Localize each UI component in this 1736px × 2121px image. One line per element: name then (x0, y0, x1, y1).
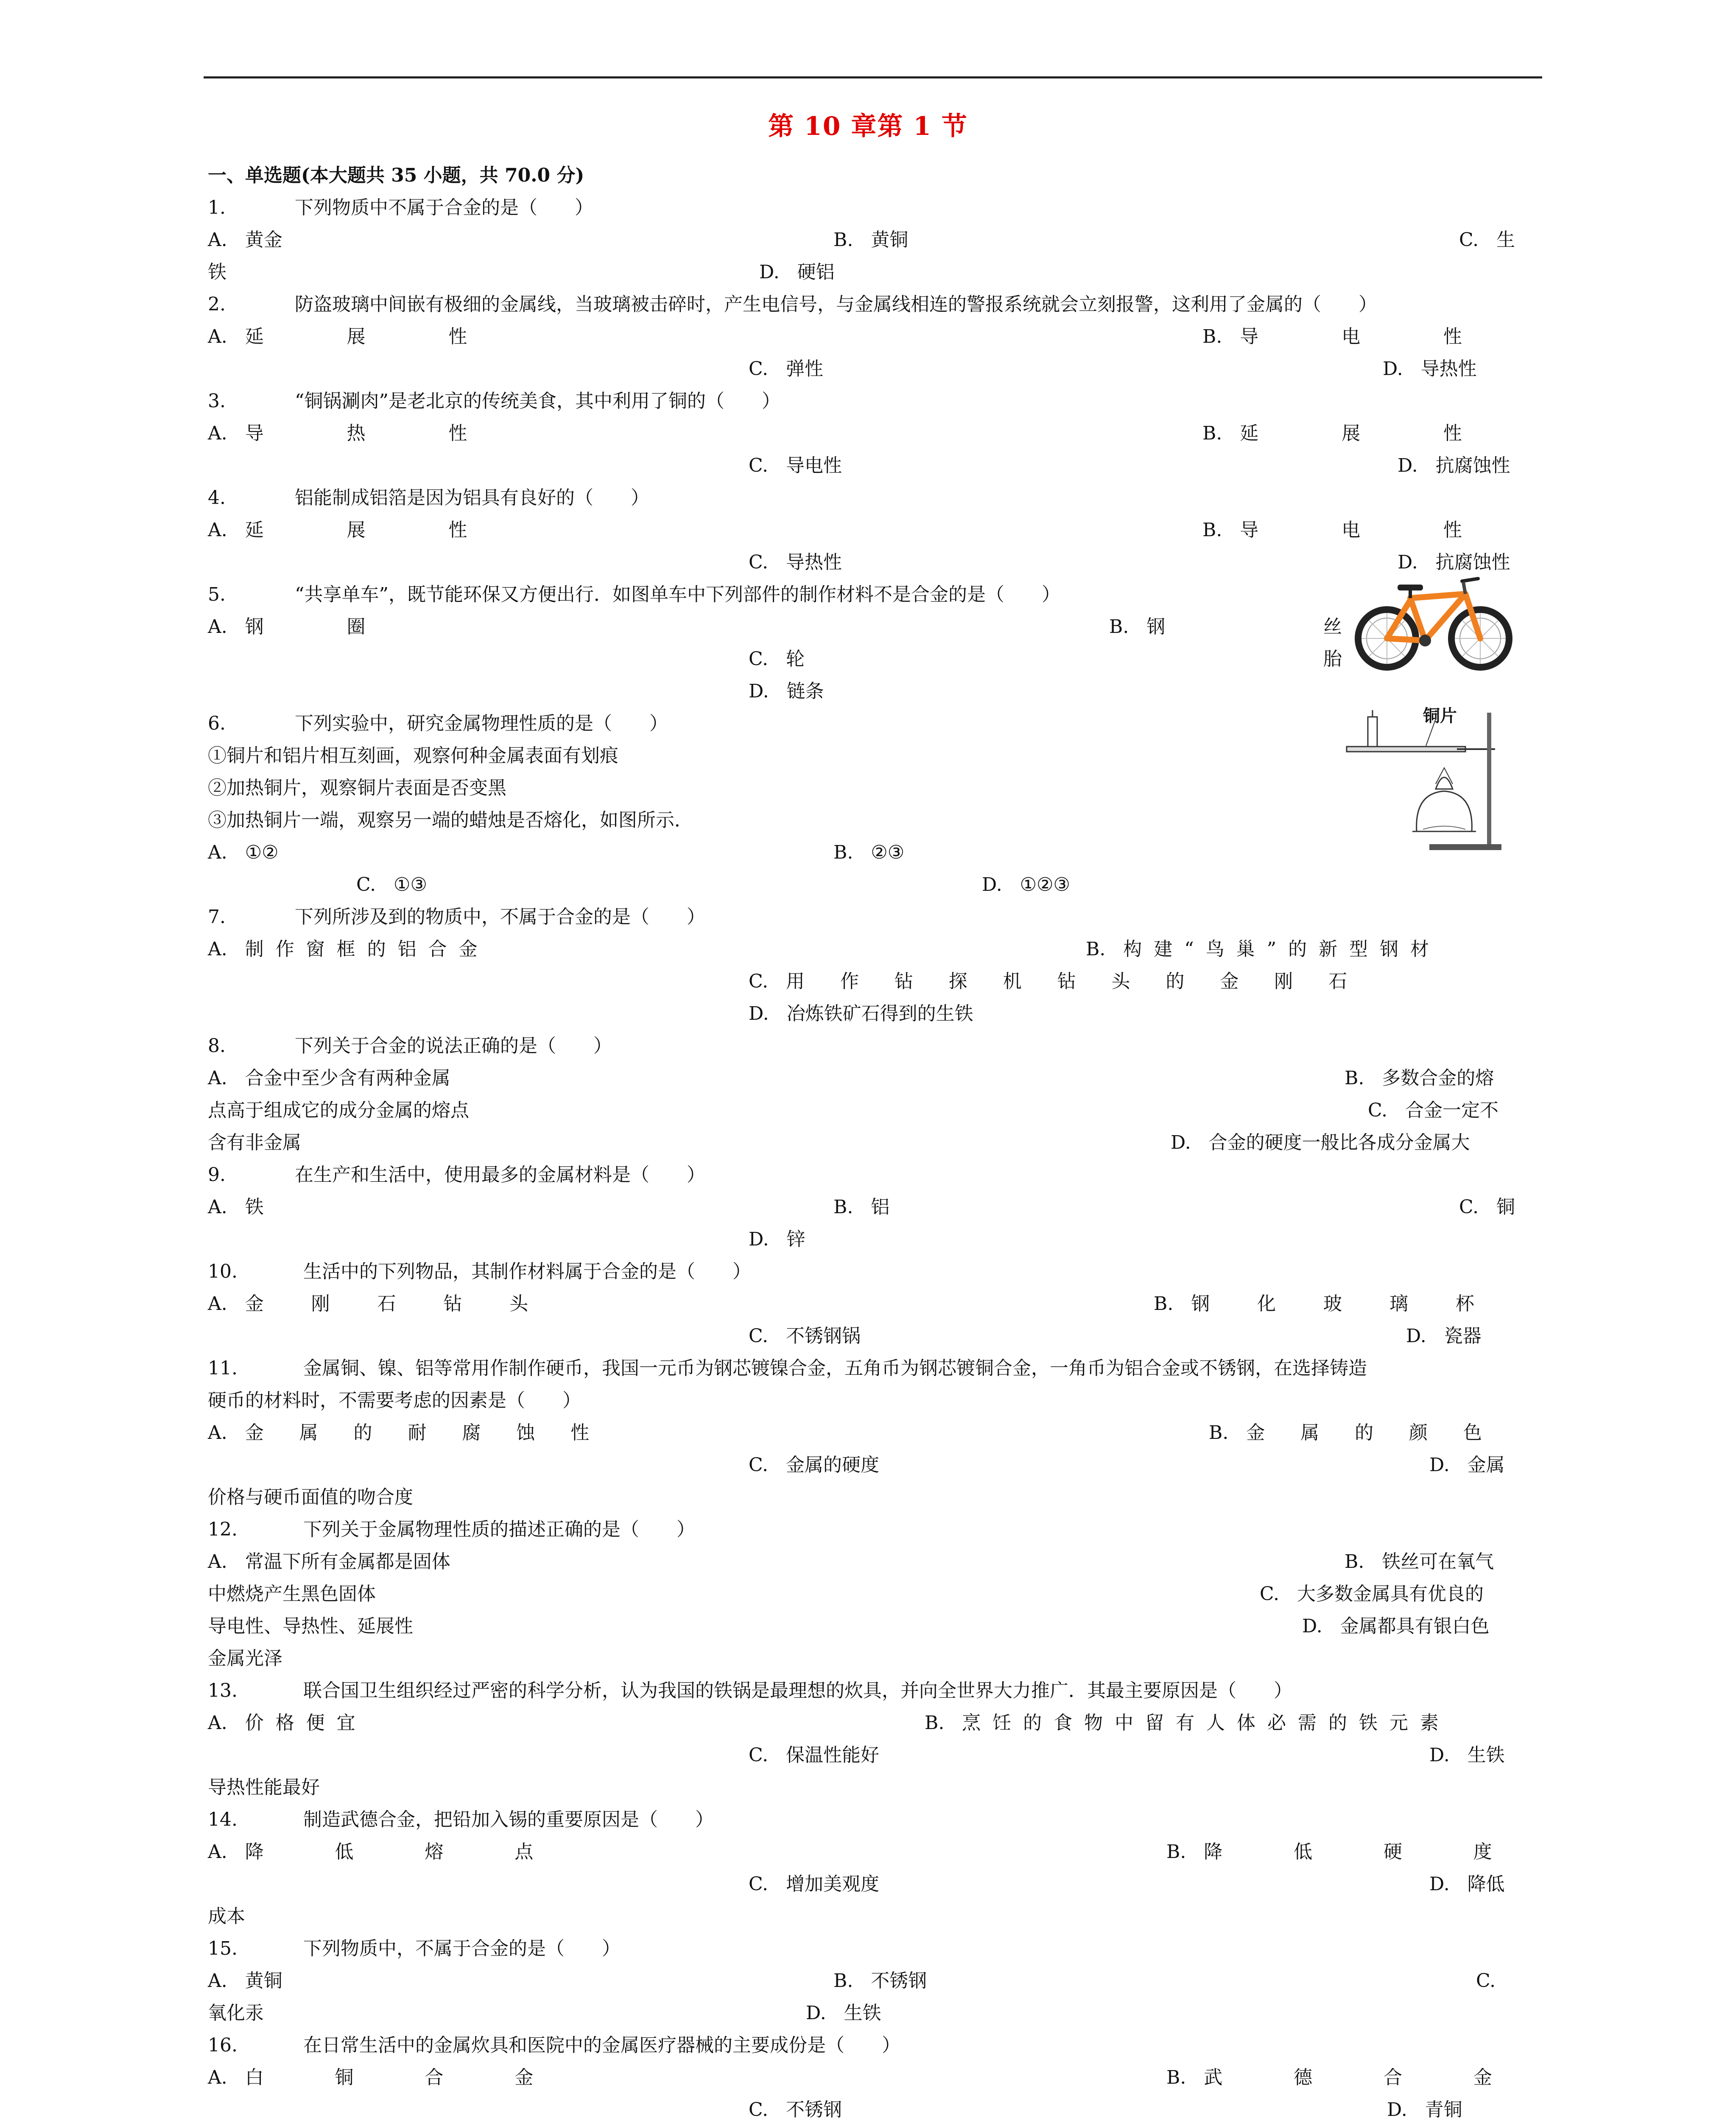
q7-stem: 下列所涉及到的物质中，不属于合金的是（ ） (295, 906, 705, 928)
q15-stem: 下列物质中，不属于合金的是（ ） (303, 1938, 621, 1959)
q12-option-d-cont: 金属光泽 (208, 1648, 282, 1669)
q16-number: 16. (208, 2034, 238, 2056)
page-title: 第 10 章第 1 节 (768, 112, 968, 141)
q6-option-c: C. ①③ (356, 874, 427, 895)
q14-option-d: D. 降低 (1429, 1873, 1505, 1895)
q16-option-c: C. 不锈钢 (749, 2099, 842, 2121)
q8-option-b: B. 多数合金的熔 (1345, 1067, 1494, 1089)
q10-stem: 生活中的下列物品，其制作材料属于合金的是（ ） (303, 1261, 751, 1282)
q11-option-b: B. 金 属 的 颜 色 (1209, 1422, 1482, 1444)
q3-option-d: D. 抗腐蚀性 (1398, 455, 1510, 476)
q1-number: 1. (208, 197, 226, 218)
q5-stem: “共享单车”，既节能环保又方便出行．如图单车中下列部件的制作材料不是合金的是（ ） (295, 584, 1060, 605)
q14-option-b: B. 降 低 硬 度 (1166, 1841, 1492, 1863)
q1-option-d: D. 硬铝 (759, 261, 835, 283)
q13-option-c: C. 保温性能好 (749, 1744, 880, 1766)
q6-option-d: D. ①②③ (982, 874, 1070, 895)
q9-number: 9. (208, 1164, 226, 1186)
q1-option-c-cont: 铁 (208, 261, 226, 283)
top-rule (204, 76, 1542, 78)
q15-option-c: C. (1476, 1970, 1496, 1992)
q10-option-d: D. 瓷器 (1406, 1325, 1482, 1347)
q4-option-a: A. 延 展 性 (208, 519, 467, 541)
q12-option-c: C. 大多数金属具有优良的 (1260, 1583, 1484, 1605)
q4-option-d: D. 抗腐蚀性 (1398, 551, 1510, 573)
q6-option-b: B. ②③ (833, 842, 905, 863)
q12-option-c-cont: 导电性、导热性、延展性 (208, 1615, 413, 1637)
q11-number: 11. (208, 1357, 238, 1379)
q11-option-a: A. 金 属 的 耐 腐 蚀 性 (208, 1422, 590, 1444)
copper-sheet-label: 铜片 (1423, 706, 1457, 726)
q7-option-a: A. 制 作 窗 框 的 铝 合 金 (208, 938, 478, 960)
q8-option-a: A. 合金中至少含有两种金属 (208, 1067, 450, 1089)
q13-number: 13. (208, 1680, 238, 1701)
q7-number: 7. (208, 906, 226, 928)
q9-stem: 在生产和生活中，使用最多的金属材料是（ ） (295, 1164, 705, 1186)
q14-option-a: A. 降 低 熔 点 (208, 1841, 534, 1863)
q4-option-b: B. 导 电 性 (1202, 519, 1462, 541)
q12-number: 12. (208, 1519, 238, 1540)
q11-stem: 金属铜、镍、铝等常用作制作硬币，我国一元币为钢芯镀镍合金，五角币为钢芯镀铜合金，一角币为铝合金或不锈钢，在选择铸造 (303, 1357, 1367, 1379)
q6-item-1: ①铜片和铝片相互刻画，观察何种金属表面有划痕 (208, 745, 618, 767)
q9-option-b: B. 铝 (833, 1196, 890, 1218)
q5-option-b-2: 丝 (1323, 616, 1342, 638)
q8-option-c: C. 合金一定不 (1368, 1100, 1499, 1121)
q3-option-b: B. 延 展 性 (1202, 423, 1462, 444)
q15-option-b: B. 不锈钢 (833, 1970, 927, 1992)
q13-stem: 联合国卫生组织经过严密的科学分析，认为我国的铁锅是最理想的炊具，并向全世界大力推广．其最主要原因是（ ） (303, 1680, 1292, 1701)
q1-option-c: C. 生 (1459, 229, 1515, 251)
q5-number: 5. (208, 584, 226, 605)
q8-stem: 下列关于合金的说法正确的是（ ） (295, 1035, 612, 1057)
q13-option-d-cont: 导热性能最好 (208, 1777, 320, 1798)
q2-option-b: B. 导 电 性 (1202, 326, 1462, 347)
q6-item-2: ②加热铜片，观察铜片表面是否变黑 (208, 777, 506, 799)
q4-stem: 铝能制成铝箔是因为铝具有良好的（ ） (295, 487, 649, 509)
q9-option-a: A. 铁 (208, 1196, 264, 1218)
q5-option-a: A. 钢 圈 (208, 616, 366, 638)
q3-number: 3. (208, 390, 226, 412)
q5-option-c: C. 轮 (749, 648, 805, 670)
q9-option-c: C. 铜 (1459, 1196, 1515, 1218)
q16-stem: 在日常生活中的金属炊具和医院中的金属医疗器械的主要成份是（ ） (303, 2034, 900, 2056)
q16-option-d: D. 青铜 (1387, 2099, 1462, 2121)
q1-stem: 下列物质中不属于合金的是（ ） (295, 197, 593, 218)
q14-number: 14. (208, 1809, 238, 1830)
q2-option-c: C. 弹性 (749, 358, 824, 380)
q6-stem: 下列实验中，研究金属物理性质的是（ ） (295, 713, 668, 734)
q1-option-a: A. 黄金 (208, 229, 282, 251)
q8-option-c-cont: 含有非金属 (208, 1132, 301, 1153)
q11-stem-cont: 硬币的材料时，不需要考虑的因素是（ ） (208, 1390, 581, 1411)
q10-option-c: C. 不锈钢锅 (749, 1325, 861, 1347)
q10-option-b: B. 钢 化 玻 璃 杯 (1154, 1293, 1474, 1315)
q4-number: 4. (208, 487, 226, 509)
q11-option-d: D. 金属 (1429, 1454, 1505, 1476)
copper-heating-apparatus (1345, 704, 1506, 853)
q13-option-a: A. 价 格 便 宜 (208, 1712, 355, 1734)
q12-option-b: B. 铁丝可在氧气 (1345, 1551, 1494, 1573)
q15-option-d: D. 生铁 (806, 2002, 881, 2024)
q6-number: 6. (208, 713, 226, 734)
q14-stem: 制造武德合金，把铅加入锡的重要原因是（ ） (303, 1809, 714, 1830)
q5-option-b: B. 钢 (1109, 616, 1166, 638)
q15-option-c-cont: 氧化汞 (208, 2002, 264, 2024)
q7-option-c: C. 用 作 钻 探 机 钻 头 的 金 刚 石 (749, 971, 1347, 992)
q8-option-d: D. 合金的硬度一般比各成分金属大 (1171, 1132, 1470, 1153)
q10-option-a: A. 金 刚 石 钻 头 (208, 1293, 528, 1315)
q11-option-d-cont: 价格与硬币面值的吻合度 (208, 1486, 413, 1508)
q14-option-d-cont: 成本 (208, 1906, 245, 1927)
bicycle-illustration (1351, 568, 1516, 679)
q2-option-a: A. 延 展 性 (208, 326, 467, 347)
q14-option-c: C. 增加美观度 (749, 1873, 880, 1895)
q16-option-b: B. 武 德 合 金 (1166, 2067, 1492, 2088)
q5-option-c-2: 胎 (1323, 648, 1342, 670)
q1-option-b: B. 黄铜 (833, 229, 909, 251)
q8-option-b-cont: 点高于组成它的成分金属的熔点 (208, 1100, 469, 1121)
q12-option-d: D. 金属都具有银白色 (1302, 1615, 1490, 1637)
q7-option-b: B. 构 建 “ 鸟 巢 ” 的 新 型 钢 材 (1086, 938, 1429, 960)
q2-number: 2. (208, 294, 226, 315)
q11-option-c: C. 金属的硬度 (749, 1454, 880, 1476)
q3-stem: “铜锅涮肉”是老北京的传统美食，其中利用了铜的（ ） (295, 390, 780, 412)
q16-option-a: A. 白 铜 合 金 (208, 2067, 534, 2088)
section-heading: 一、单选题(本大题共 35 小题，共 70.0 分) (208, 165, 584, 186)
q6-item-3: ③加热铜片一端，观察另一端的蜡烛是否熔化，如图所示． (208, 809, 693, 831)
q10-number: 10. (208, 1261, 238, 1282)
q12-stem: 下列关于金属物理性质的描述正确的是（ ） (303, 1519, 695, 1540)
q2-stem: 防盗玻璃中间嵌有极细的金属线，当玻璃被击碎时，产生电信号，与金属线相连的警报系统就会立刻报警，这利用了金属的（ ） (295, 294, 1377, 315)
q15-option-a: A. 黄铜 (208, 1970, 282, 1992)
q6-option-a: A. ①② (208, 842, 279, 863)
q4-option-c: C. 导热性 (749, 551, 842, 573)
q3-option-a: A. 导 热 性 (208, 423, 467, 444)
q5-option-d: D. 链条 (749, 680, 824, 702)
q12-option-b-cont: 中燃烧产生黑色固体 (208, 1583, 376, 1605)
q8-number: 8. (208, 1035, 226, 1057)
q15-number: 15. (208, 1938, 238, 1959)
q3-option-c: C. 导电性 (749, 455, 842, 476)
q12-option-a: A. 常温下所有金属都是固体 (208, 1551, 450, 1573)
q13-option-d: D. 生铁 (1429, 1744, 1505, 1766)
q7-option-d: D. 冶炼铁矿石得到的生铁 (749, 1003, 973, 1024)
q9-option-d: D. 锌 (749, 1228, 805, 1250)
q13-option-b: B. 烹 饪 的 食 物 中 留 有 人 体 必 需 的 铁 元 素 (925, 1712, 1439, 1734)
q2-option-d: D. 导热性 (1383, 358, 1477, 380)
